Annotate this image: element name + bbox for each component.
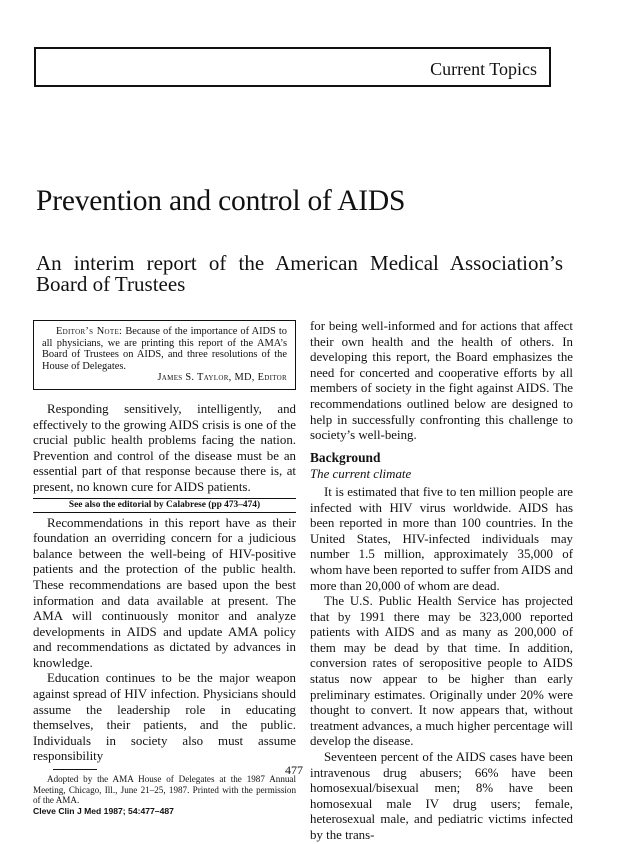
footnote [33,774,296,816]
editors-note-author: James S. Taylor, MD, Editor [157,372,287,384]
article-title: Prevention and control of AIDS [36,185,406,217]
footnote-text: Adopted by the AMA House of Delegates at the 1987 Annual Meeting, Chicago, Ill., June 21–25, 1987. Printed with the permission of the AMA. [33,774,296,806]
footnote-citation: Cleve Clin J Med 1987; 54:477–487 [33,805,174,816]
editors-note-text: Because of the importance of AIDS to all physicians, we are printing this report of the AMA’s Board of Trustees on AIDS, and three resolutions of the House of Delegates. [42,326,287,372]
body-paragraph-4: It is estimated that five to ten million people are infected with HIV virus worldwide. AIDS has been reported in more than 100 countries. In the United States, HIV-infected individuals may number 1.5 million, approximately 35,000 of whom have been reported to suffer from AIDS and more than 20,000 of whom are dead. [310,484,573,593]
article-subtitle: An interim report of the American Medical Association’s Board of Trustees [36,251,563,296]
footnote-divider [53,769,97,770]
body-paragraph-2: Recommendations in this report have as their foundation an overriding concern for a judicious balance between the well-being of HIV-positive patients and the protection of the public health. These recommendations are based upon the best information and data available at present. The AMA will continuously monitor and analyze developments in AIDS and update AMA policy and recommendations as dictated by advances in knowledge. [33,515,296,670]
body-paragraph-5: The U.S. Public Health Service has projected that by 1991 there may be 323,000 reported patients with AIDS and as many as 200,000 of them may be dead by that time. In addition, conversion rates of seropositive people to AIDS status now appear to be higher than early preliminary estimates. Originally under 20% were thought to convert. It now appears that, without treatment advances, a much higher percentage will develop the disease. [310,594,573,749]
editors-note-label: Editor’s Note: [56,326,123,337]
section-label: Current Topics [430,59,537,79]
left-column [33,320,296,816]
editors-note-box [33,320,296,390]
body-paragraph-3a: Education continues to be the major weapon against spread of HIV infection. Physicians should assume the leadership role in educating themselves, their patients, and the public. Individuals in society also must assume responsibility [33,671,296,764]
see-also-editorial: See also the editorial by Calabrese (pp 473–474) [33,498,296,513]
subheading-current-climate: The current climate [310,467,412,482]
right-column [310,319,573,844]
heading-background: Background [310,449,381,465]
body-paragraph-1: Responding sensitively, intelligently, and effectively to the growing AIDS crisis is one of the crucial public health problems facing the nation. Prevention and control of the disease must be an essential part of that response because there is, at present, no known cure for AIDS patients. [33,401,296,494]
body-paragraph-6: Seventeen percent of the AIDS cases have been intravenous drug abusers; 66% have been homosexual/bisexual men; 8% have been homosexual male IV drug users; female, heterosexual male, and pediatric victims infected by the trans- [310,750,573,842]
body-paragraph-3b: for being well-informed and for actions that affect their own health and the health of others. In developing this report, the Board emphasizes the need for concerted and cooperative efforts by all members of society in the fight against AIDS. The recommendations outlined below are designed to help in successfully confronting this challenge to society’s well-being. [310,319,573,443]
section-header-box [34,47,551,87]
page-number: 477 [285,763,303,777]
